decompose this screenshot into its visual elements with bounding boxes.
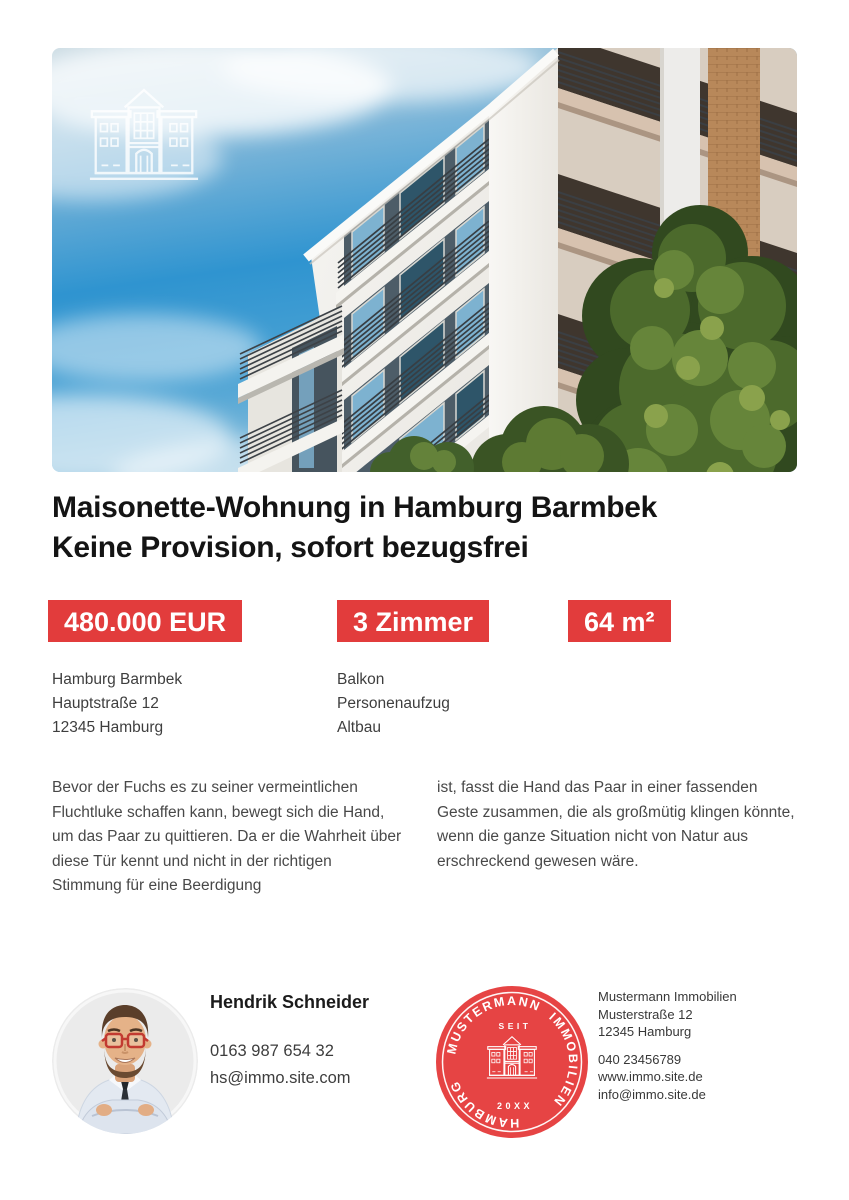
- rooms-badge: 3 Zimmer: [337, 600, 489, 642]
- agent-email: hs@immo.site.com: [210, 1069, 351, 1087]
- company-street: Musterstraße 12: [598, 1006, 693, 1022]
- building-watermark-icon: [88, 84, 200, 181]
- company-name: Mustermann Immobilien: [598, 989, 737, 1004]
- agent-photo: [52, 988, 198, 1134]
- company-info-block: [598, 988, 737, 1103]
- company-city: 12345 Hamburg: [598, 1024, 692, 1039]
- features-block: [337, 668, 450, 740]
- feature-balcony: Balkon: [337, 671, 385, 688]
- location-street: Hauptstraße 12: [52, 695, 159, 712]
- listing-title-line1: Maisonette-Wohnung in Hamburg Barmbek: [52, 491, 658, 524]
- agent-phone: 0163 987 654 32: [210, 1042, 334, 1060]
- listing-title-line2: Keine Provision, sofort bezugsfrei: [52, 531, 529, 564]
- company-web: www.immo.site.de: [598, 1069, 703, 1084]
- agent-portrait: [52, 988, 198, 1134]
- feature-elevator: Personenaufzug: [337, 695, 450, 712]
- location-district: Hamburg Barmbek: [52, 671, 183, 688]
- area-badge: 64 m²: [568, 600, 671, 642]
- company-email: info@immo.site.de: [598, 1086, 706, 1102]
- stamp-seit-label: SEIT: [498, 1021, 532, 1031]
- company-stamp: [434, 984, 590, 1140]
- agent-contact-block: [210, 1038, 351, 1092]
- stamp-arc-word1: MUSTERMANN: [444, 993, 544, 1056]
- company-phone: 040 23456789: [598, 1051, 682, 1067]
- agent-name: Hendrik Schneider: [210, 992, 370, 1012]
- listing-title: [52, 488, 657, 568]
- stamp-arc-word3: HAMBURG: [447, 1077, 520, 1131]
- stamp-arc-word2: IMMOBILIEN: [546, 1009, 581, 1110]
- stamp-year-label: 20XX: [496, 1101, 534, 1111]
- property-photo: [52, 48, 797, 472]
- description-column-2: ist, fasst die Hand das Paar in einer fassenden Geste zusammen, die als großmütig klingen könnte, wenn die ganze Situation nicht von Natur aus erschreckend gewesen wäre.: [437, 779, 795, 870]
- feature-altbau: Altbau: [337, 719, 381, 736]
- location-block: [52, 668, 182, 740]
- description-column-1: Bevor der Fuchs es zu seiner vermeintlichen Fluchtluke schaffen kann, bewegt sich die Hand, um das Paar zu quittieren. Da er die Wahrheit über diese Tür kennt und nicht in der richtigen Stimmung für eine Beerdigung: [52, 779, 402, 894]
- price-badge: 480.000 EUR: [48, 600, 242, 642]
- location-city: 12345 Hamburg: [52, 719, 164, 736]
